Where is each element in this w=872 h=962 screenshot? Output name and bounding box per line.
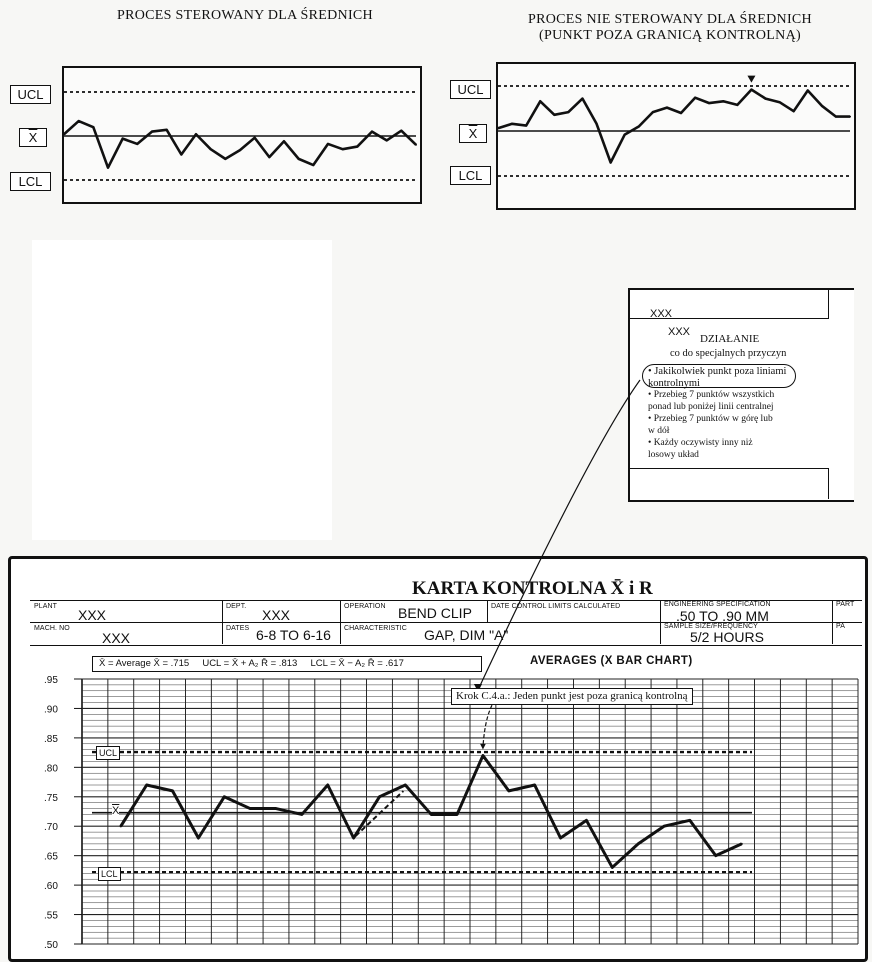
left-chart-title: PROCES STEROWANY DLA ŚREDNICH xyxy=(117,8,373,23)
xbar-center-label: $\overline{X}$ xyxy=(112,805,120,817)
sample-value: 5/2 HOURS xyxy=(690,629,764,645)
avg-point-21 xyxy=(637,843,639,845)
avg-point-1 xyxy=(120,825,122,827)
action-card-top1: XXX xyxy=(650,308,673,320)
avg-point-2 xyxy=(145,784,147,786)
action-card-subheading: co do specjalnych przyczyn xyxy=(670,348,787,359)
ytick-label-3: .80 xyxy=(44,763,58,775)
ytick-label-1: .90 xyxy=(44,704,58,716)
ytick-label-0: .95 xyxy=(44,675,58,686)
left-lcl-label: LCL xyxy=(10,172,51,191)
callout-note: Krok C.4.a.: Jeden punkt jest poza granicą kontrolną xyxy=(451,688,693,705)
avg-point-3 xyxy=(171,790,173,792)
avg-point-12 xyxy=(404,784,406,786)
xbar-lcl-label: LCL xyxy=(98,867,121,881)
avg-point-22 xyxy=(663,825,665,827)
ytick-label-7: .60 xyxy=(44,881,58,893)
avg-point-18 xyxy=(559,837,561,839)
action-card-item-3: • Przebieg 7 punktów w górę lub w dół xyxy=(648,414,773,436)
callout-arrow xyxy=(483,700,495,748)
action-card-heading: DZIAŁANIE xyxy=(700,333,760,345)
avg-point-11 xyxy=(378,796,380,798)
avg-point-4 xyxy=(197,837,199,839)
ytick-label-6: .65 xyxy=(44,851,58,863)
action-card-top2: XXX xyxy=(668,326,691,338)
left-xbar-label: $\overline{X}$ xyxy=(19,128,47,147)
right-xbar-label: $\overline{X}$ xyxy=(459,124,487,143)
ytick-label-4: .75 xyxy=(44,792,58,804)
right-ucl-label: UCL xyxy=(450,80,491,99)
avg-point-5 xyxy=(223,796,225,798)
characteristic-label: CHARACTERISTIC xyxy=(344,625,407,632)
avg-point-24 xyxy=(715,854,717,856)
eng-spec-value: .50 TO .90 MM xyxy=(676,608,769,624)
avg-point-7 xyxy=(275,807,277,809)
avg-point-10 xyxy=(352,837,354,839)
avg-point-14 xyxy=(456,813,458,815)
dates-value: 6-8 TO 6-16 xyxy=(256,627,331,643)
ytick-label-2: .85 xyxy=(44,733,58,745)
right-chart-title-line1: PROCES NIE STEROWANY DLA ŚREDNICH xyxy=(528,12,812,27)
avg-point-9 xyxy=(327,784,329,786)
avg-point-13 xyxy=(430,813,432,815)
mach-label: MACH. NO xyxy=(34,625,70,632)
formula-box: X̄ = Average X̄ = .715 UCL = X̄ + A₂ R̄ = .813 LCL = X̄ − A₂ R̄ = .617 xyxy=(92,656,482,672)
left-ucl-label: UCL xyxy=(10,85,51,104)
avg-point-15 xyxy=(482,754,484,756)
action-card-item-4: • Każdy oczywisty inny niż losowy układ xyxy=(648,438,753,460)
averages-title: AVERAGES (X BAR CHART) xyxy=(530,655,693,667)
avg-point-25 xyxy=(740,843,742,845)
operation-label: OPERATION xyxy=(344,603,386,610)
avg-point-19 xyxy=(585,819,587,821)
avg-point-17 xyxy=(533,784,535,786)
right-chart-title-line2: (PUNKT POZA GRANICĄ KONTROLNĄ) xyxy=(539,28,801,43)
part-label: PART xyxy=(836,601,855,608)
leader-line xyxy=(478,380,640,690)
action-card-item-2: • Przebieg 7 punktów wszystkich ponad lub poniżej linii centralnej xyxy=(648,390,775,412)
ytick-label-5: .70 xyxy=(44,822,58,834)
operation-value: BEND CLIP xyxy=(398,605,472,621)
right-lcl-label: LCL xyxy=(450,166,491,185)
averages-series xyxy=(121,756,742,868)
action-card-item-1: • Jakikolwiek punkt poza liniami kontrolnymi xyxy=(648,366,787,389)
dept-label: DEPT. xyxy=(226,603,247,610)
avg-point-23 xyxy=(689,819,691,821)
characteristic-value: GAP, DIM "A" xyxy=(424,627,509,643)
eng-spec-label: ENGINEERING SPECIFICATION xyxy=(664,601,771,608)
mach-value: XXX xyxy=(102,630,131,646)
form-title: KARTA KONTROLNA X̄ i R xyxy=(412,578,653,599)
xbar-ucl-label: UCL xyxy=(96,746,120,760)
avg-point-8 xyxy=(301,813,303,815)
dept-value: XXX xyxy=(262,607,291,623)
callout-arrowhead xyxy=(480,744,486,750)
avg-point-20 xyxy=(611,866,613,868)
pa-label: PA xyxy=(836,623,846,630)
avg-point-6 xyxy=(249,807,251,809)
date-calc-label: DATE CONTROL LIMITS CALCULATED xyxy=(491,603,621,610)
avg-point-16 xyxy=(508,790,510,792)
sample-label: SAMPLE SIZE/FREQUENCY xyxy=(664,623,758,630)
dates-label: DATES xyxy=(226,625,250,632)
plant-label: PLANT xyxy=(34,603,58,610)
ytick-label-8: .55 xyxy=(44,910,58,922)
plant-value: XXX xyxy=(78,607,107,623)
ytick-label-9: .50 xyxy=(44,940,58,951)
